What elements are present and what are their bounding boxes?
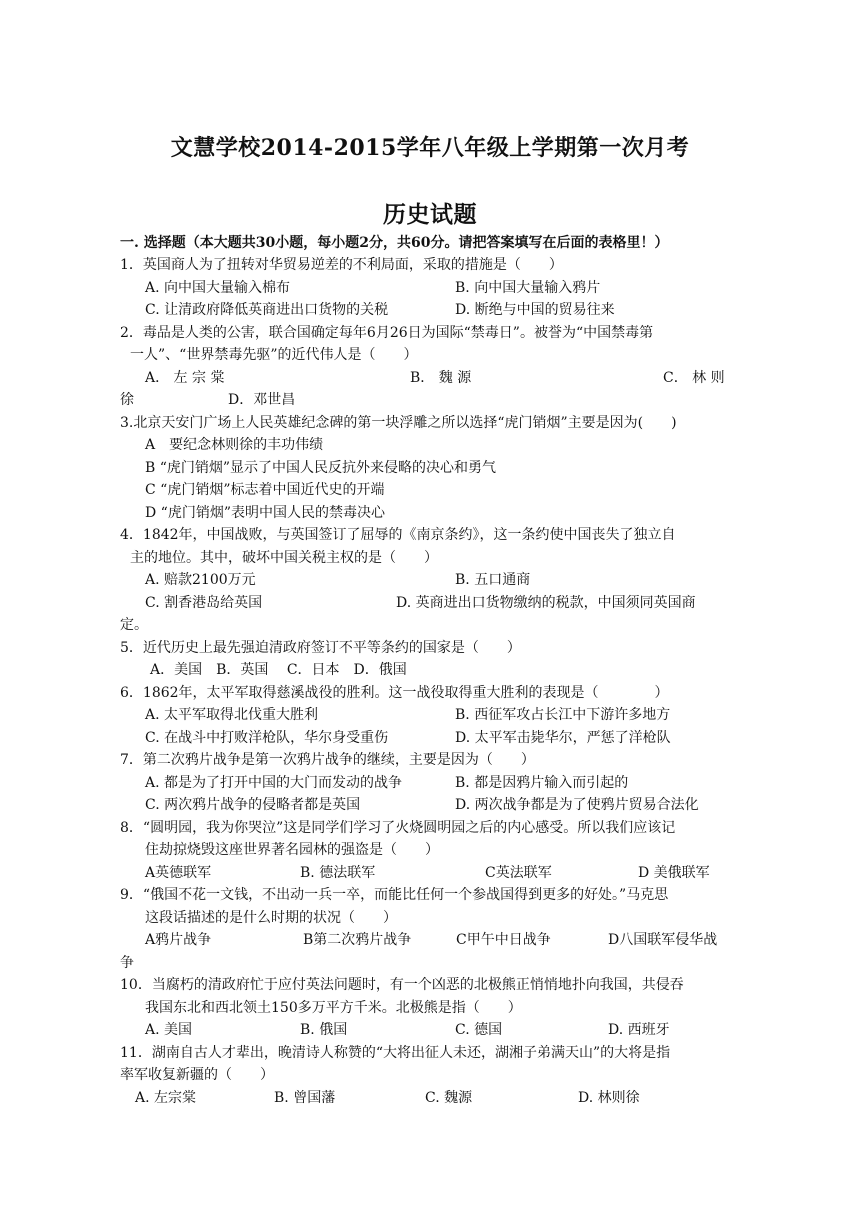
question-9-stem: 9．“俄国不花一文钱，不出动一兵一卒，而能比任何一个参战国得到更多的好处。”马克思 xyxy=(120,887,669,903)
question-9-option-c: C甲午中日战争 xyxy=(456,932,551,948)
question-10-option-d: D. 西班牙 xyxy=(608,1022,670,1038)
question-3-option-d: D “虎门销烟”表明中国人民的禁毒决心 xyxy=(145,505,385,521)
question-2-stem-cont: 一人”、“世界禁毒先驱”的近代伟人是（ ） xyxy=(130,347,418,363)
question-1-option-a: A. 向中国大量输入棉布 xyxy=(145,280,291,296)
question-1-stem: 1．英国商人为了扭转对华贸易逆差的不利局面，采取的措施是（ ） xyxy=(120,257,563,273)
question-8-option-d: D 美俄联军 xyxy=(638,865,710,881)
question-8-stem-cont: 住劫掠烧毁这座世界著名园林的强盗是（ ） xyxy=(145,842,439,858)
question-9-stem-cont: 这段话描述的是什么时期的状况（ ） xyxy=(145,910,397,926)
question-4-stem-cont: 主的地位。其中，破坏中国关税主权的是（ ） xyxy=(130,550,438,566)
question-8-stem: 8．“圆明园，我为你哭泣”这是同学们学习了火烧圆明园之后的内心感受。所以我们应该记 xyxy=(120,820,676,836)
question-10-option-a: A. 美国 xyxy=(145,1022,193,1038)
question-7-stem: 7．第二次鸦片战争是第一次鸦片战争的继续，主要是因为（ ） xyxy=(120,752,535,768)
question-7-option-c: C. 两次鸦片战争的侵略者都是英国 xyxy=(145,797,361,813)
question-10-stem: 10．当腐朽的清政府忙于应付英法问题时，有一个凶恶的北极熊正悄悄地扑向我国，共侵吞 xyxy=(120,977,684,993)
question-10-option-b: B. 俄国 xyxy=(300,1022,348,1038)
question-10-option-c: C. 德国 xyxy=(455,1022,503,1038)
question-8-option-c: C英法联军 xyxy=(485,865,552,881)
question-6-option-c: C. 在战斗中打败洋枪队，华尔身受重伤 xyxy=(145,730,389,746)
question-9-option-d-cont: 争 xyxy=(120,955,134,971)
question-7-option-d: D. 两次战争都是为了使鸦片贸易合法化 xyxy=(455,797,699,813)
question-4-option-a: A. 赔款2100万元 xyxy=(145,572,256,588)
question-4-option-b: B. 五口通商 xyxy=(455,572,531,588)
question-5-stem: 5．近代历史上最先强迫清政府签订不平等条约的国家是（ ） xyxy=(120,640,521,656)
question-2-option-a: A． 左 宗 棠 xyxy=(145,370,225,386)
question-1-option-c: C. 让清政府降低英商进出口货物的关税 xyxy=(145,302,389,318)
question-3-option-c: C “虎门销烟”标志着中国近代史的开端 xyxy=(145,482,385,498)
question-9-option-b: B第二次鸦片战争 xyxy=(303,932,412,948)
question-6-option-a: A. 太平军取得北伐重大胜利 xyxy=(145,707,319,723)
question-2-stem: 2．毒品是人类的公害，联合国确定每年6月26日为国际“禁毒日”。被誉为“中国禁毒第 xyxy=(120,325,654,341)
page-subtitle: 历史试题 xyxy=(383,201,477,228)
question-9-option-a: A鸦片战争 xyxy=(145,932,212,948)
question-11-option-b: B. 曾国藩 xyxy=(274,1090,336,1106)
question-6-option-d: D. 太平军击毙华尔，严惩了洋枪队 xyxy=(455,730,671,746)
question-7-option-b: B. 都是因鸦片输入而引起的 xyxy=(455,775,629,791)
question-1-option-b: B. 向中国大量输入鸦片 xyxy=(455,280,601,296)
question-7-option-a: A. 都是为了打开中国的大门而发动的战争 xyxy=(145,775,403,791)
question-2-option-c-cont: 徐 xyxy=(120,392,134,408)
question-9-option-d: D八国联军侵华战 xyxy=(608,932,718,948)
question-11-option-a: A. 左宗棠 xyxy=(135,1090,197,1106)
question-1-option-d: D. 断绝与中国的贸易往来 xyxy=(455,302,615,318)
question-2-option-d: D．邓世昌 xyxy=(228,392,296,408)
section-heading: 一. 选择题（本大题共30小题，每小题2分，共60分。请把答案填写在后面的表格里！） xyxy=(120,235,669,251)
question-8-option-b: B. 德法联军 xyxy=(300,865,376,881)
question-5-options: A．美国 B．英国 C．日本 D．俄国 xyxy=(150,662,407,678)
question-11-stem-cont: 率军收复新疆的（ ） xyxy=(120,1067,274,1083)
question-2-option-b: B． 魏 源 xyxy=(410,370,472,386)
question-11-option-c: C. 魏源 xyxy=(425,1090,473,1106)
question-3-stem: 3.北京天安门广场上人民英雄纪念碑的第一块浮雕之所以选择“虎门销烟”主要是因为( ) xyxy=(120,415,677,431)
question-11-stem: 11．湖南自古人才辈出，晚清诗人称赞的“大将出征人未还，湖湘子弟满天山”的大将是指 xyxy=(120,1045,671,1061)
question-4-option-d-cont: 定。 xyxy=(120,617,148,633)
question-4-option-c: C. 割香港岛给英国 xyxy=(145,595,263,611)
question-11-option-d: D. 林则徐 xyxy=(578,1090,640,1106)
question-6-stem: 6．1862年，太平军取得慈溪战役的胜利。这一战役取得重大胜利的表现是（ ） xyxy=(120,685,669,701)
question-3-option-b: B “虎门销烟”显示了中国人民反抗外来侵略的决心和勇气 xyxy=(145,460,497,476)
question-6-option-b: B. 西征军攻占长江中下游许多地方 xyxy=(455,707,671,723)
question-3-option-a: A 要纪念林则徐的丰功伟绩 xyxy=(145,437,324,453)
question-4-option-d: D. 英商进出口货物缴纳的税款，中国须同英国商 xyxy=(396,595,696,611)
question-10-stem-cont: 我国东北和西北领土150多万平方千米。北极熊是指（ ） xyxy=(145,1000,522,1016)
page-title: 文慧学校2014-2015学年八年级上学期第一次月考 xyxy=(170,135,690,161)
question-2-option-c: C． 林 则 xyxy=(663,370,725,386)
question-4-stem: 4．1842年，中国战败，与英国签订了屈辱的《南京条约》，这一条约使中国丧失了独立自 xyxy=(120,527,676,543)
question-8-option-a: A英德联军 xyxy=(145,865,212,881)
